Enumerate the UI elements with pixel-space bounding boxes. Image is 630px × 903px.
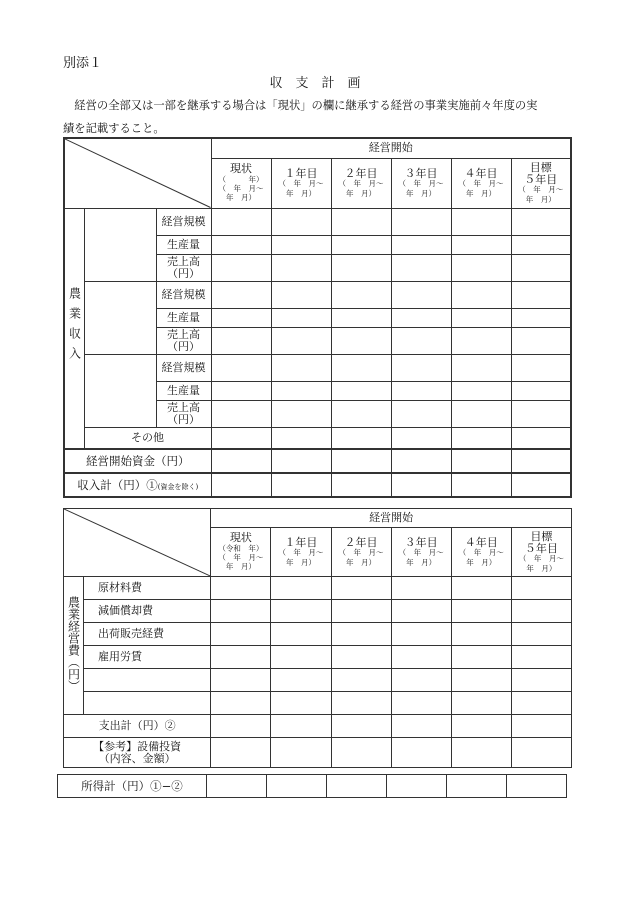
row-expense-total-label: 支出計（円）② [64,715,211,738]
row-labor: 雇用労賃 [84,646,211,669]
col-year-2: ２年目 （ 年 月〜 年 月） [331,158,391,208]
annex-label: 別添１ [63,56,103,71]
crop-name-cell-1[interactable] [84,208,156,281]
col-year-2: ２年目 （ 年 月〜 年 月） [331,528,391,577]
diagonal-header-cell [64,509,211,577]
row-depreciation: 減価償却費 [84,600,211,623]
row-sales-label: 売上高 （円） [156,400,211,427]
row-other-label: その他 [84,427,211,449]
intro-line-1: 経営の全部又は一部を継承する場合は「現状」の欄に継承する経営の事業実施前々年度の実 [63,99,538,112]
crop-name-cell-3[interactable] [84,354,156,427]
row-income-total-label: 収入計（円）①(資金を除く) [64,473,211,497]
business-start-header: 経営開始 [211,138,571,158]
row-production-label: 生産量 [156,235,211,254]
diagonal-header-cell [64,138,211,208]
row-production-label: 生産量 [156,381,211,400]
row-production-label: 生産量 [156,308,211,327]
col-target-year-5: 目標 ５年目 （ 年 月〜 年 月） [511,158,571,208]
expense-table [63,508,572,768]
crop-name-cell-2[interactable] [84,281,156,354]
col-year-4: ４年目 （ 年 月〜 年 月） [451,158,511,208]
net-income-table [57,774,567,798]
row-blank-2[interactable] [84,692,211,715]
col-year-4: ４年目 （ 年 月〜 年 月） [451,528,511,577]
row-raw-materials: 原材料費 [84,577,211,600]
col-target-year-5: 目標 ５年目 （ 年 月〜 年 月） [511,528,571,577]
net-income-label: 所得計（円）①−② [58,775,207,798]
row-sales-label: 売上高 （円） [156,327,211,354]
row-scale-label: 経営規模 [156,208,211,235]
col-year-3: ３年目 （ 年 月〜 年 月） [391,528,451,577]
row-blank-1[interactable] [84,669,211,692]
intro-line-2: 績を記載すること。 [63,122,165,135]
col-year-3: ３年目 （ 年 月〜 年 月） [391,158,451,208]
row-scale-label: 経営規模 [156,281,211,308]
page-title: 収 支 計 画 [269,76,361,91]
business-start-header: 経営開始 [211,509,572,528]
col-year-1: １年目 （ 年 月〜 年 月） [271,158,331,208]
col-current: 現状 （令和 年） （ 年 月〜 年 月） [211,528,271,577]
row-sales-label: 売上高 （円） [156,254,211,281]
row-start-funds-label: 経営開始資金（円） [64,449,211,473]
farm-expense-label: 農業経営費（円） [64,577,84,715]
income-table [63,137,572,498]
farm-income-label: 農業収入 [64,208,84,449]
col-current: 現状 （ 年） （ 年 月〜 年 月） [211,158,271,208]
col-year-1: １年目 （ 年 月〜 年 月） [271,528,331,577]
row-scale-label: 経営規模 [156,354,211,381]
row-capex-label: 【参考】設備投資 （内容、金額） [64,738,211,768]
row-shipping-sales: 出荷販売経費 [84,623,211,646]
